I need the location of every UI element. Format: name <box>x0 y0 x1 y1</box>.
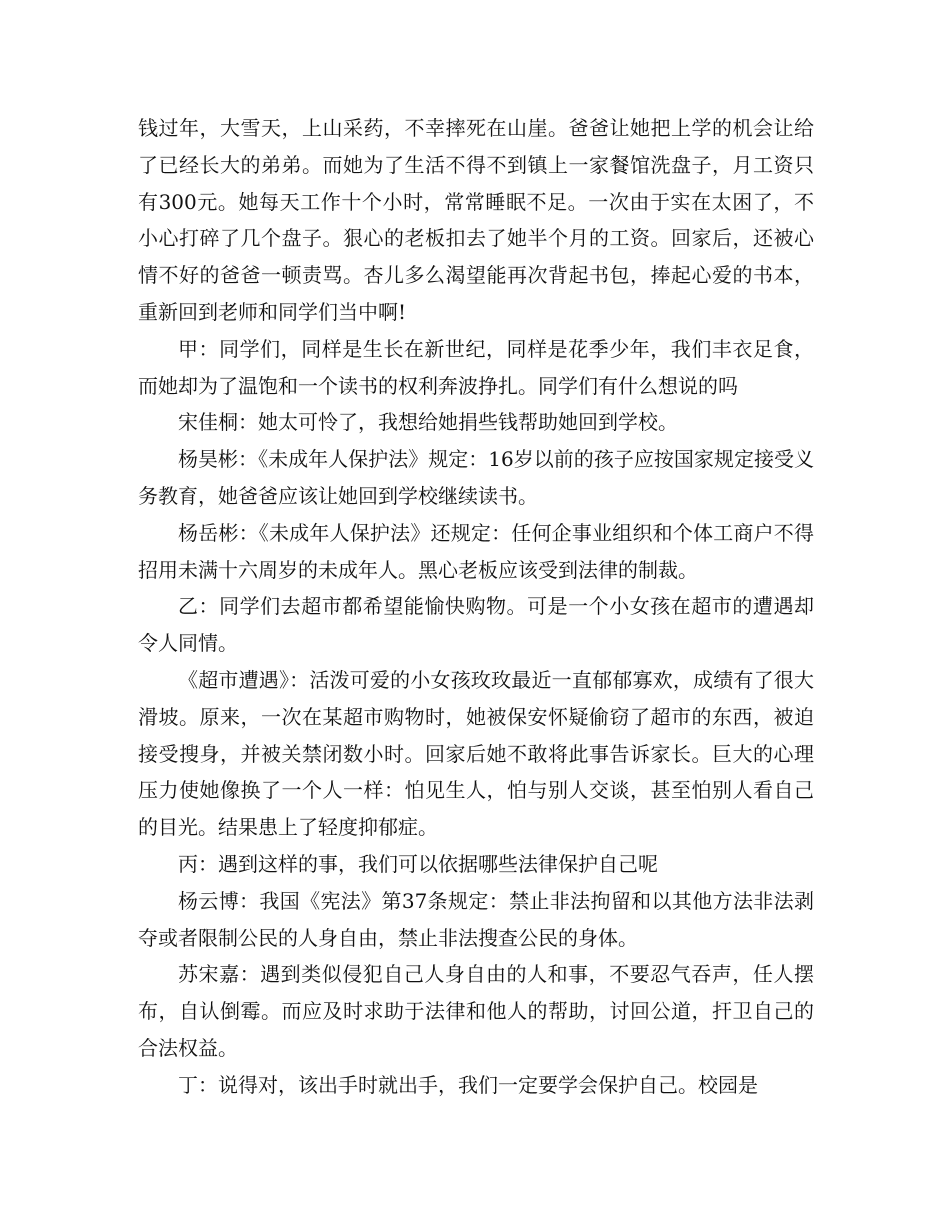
paragraph-yang-haobin: 杨昊彬：《未成年人保护法》规定：16岁以前的孩子应按国家规定接受义务教育，她爸爸应该让她回到学校继续读书。 <box>138 447 814 508</box>
paragraph-song-jiatong: 宋佳桐：她太可怜了，我想给她捐些钱帮助她回到学校。 <box>178 410 678 435</box>
paragraph-yang-yunbo: 杨云博：我国《宪法》第37条规定：禁止非法拘留和以其他方法非法剥夺或者限制公民的人身自由，禁止非法搜查公民的身体。 <box>138 888 814 950</box>
paragraph-yi-speech: 乙：同学们去超市都希望能愉快购物。可是一个小女孩在超市的遭遇却令人同情。 <box>138 594 814 656</box>
paragraph-jia-speech: 甲：同学们，同样是生长在新世纪，同样是花季少年，我们丰衣足食，而她却为了温饱和一个读书的权利奔波挣扎。同学们有什么想说的吗 <box>138 336 814 398</box>
paragraph-su-songjia: 苏宋嘉：遇到类似侵犯自己人身自由的人和事，不要忍气吞声，任人摆布，自认倒霉。而应及时求助于法律和他人的帮助，讨回公道，扞卫自己的合法权益。 <box>138 962 814 1060</box>
paragraph-continuation: 钱过年，大雪天，上山采药，不幸摔死在山崖。爸爸让她把上学的机会让给了已经长大的弟弟。而她为了生活不得不到镇上一家餐馆洗盘子，月工资只有300元。她每天工作十个小时，常常睡眠不足。一次由于实在太困了，不小心打碎了几个盘子。狠心的老板扣去了她半个月的工资。回家后，还被心情不好的爸爸一顿责骂。杏儿多么渴望能再次背起书包，捧起心爱的书本，重新回到老师和同学们当中啊! <box>138 116 814 324</box>
paragraph-yang-yuebin: 杨岳彬：《未成年人保护法》还规定：任何企事业组织和个体工商户不得招用未满十六周岁的未成年人。黑心老板应该受到法律的制裁。 <box>138 520 814 582</box>
paragraph-supermarket-story: 《超市遭遇》：活泼可爱的小女孩玫玫最近一直郁郁寡欢，成绩有了很大滑坡。原来，一次在某超市购物时，她被保安怀疑偷窃了超市的东西，被迫接受搜身，并被关禁闭数小时。回家后她不敢将此事告诉家长。巨大的心理压力使她像换了一个人一样：怕见生人，怕与别人交谈，甚至怕别人看自己的目光。结果患上了轻度抑郁症。 <box>138 667 814 840</box>
paragraph-ding-speech: 丁：说得对，该出手时就出手，我们一定要学会保护自己。校园是 <box>178 1072 758 1097</box>
paragraph-bing-speech: 丙：遇到这样的事，我们可以依据哪些法律保护自己呢 <box>178 851 658 876</box>
document-body <box>138 110 814 1104</box>
